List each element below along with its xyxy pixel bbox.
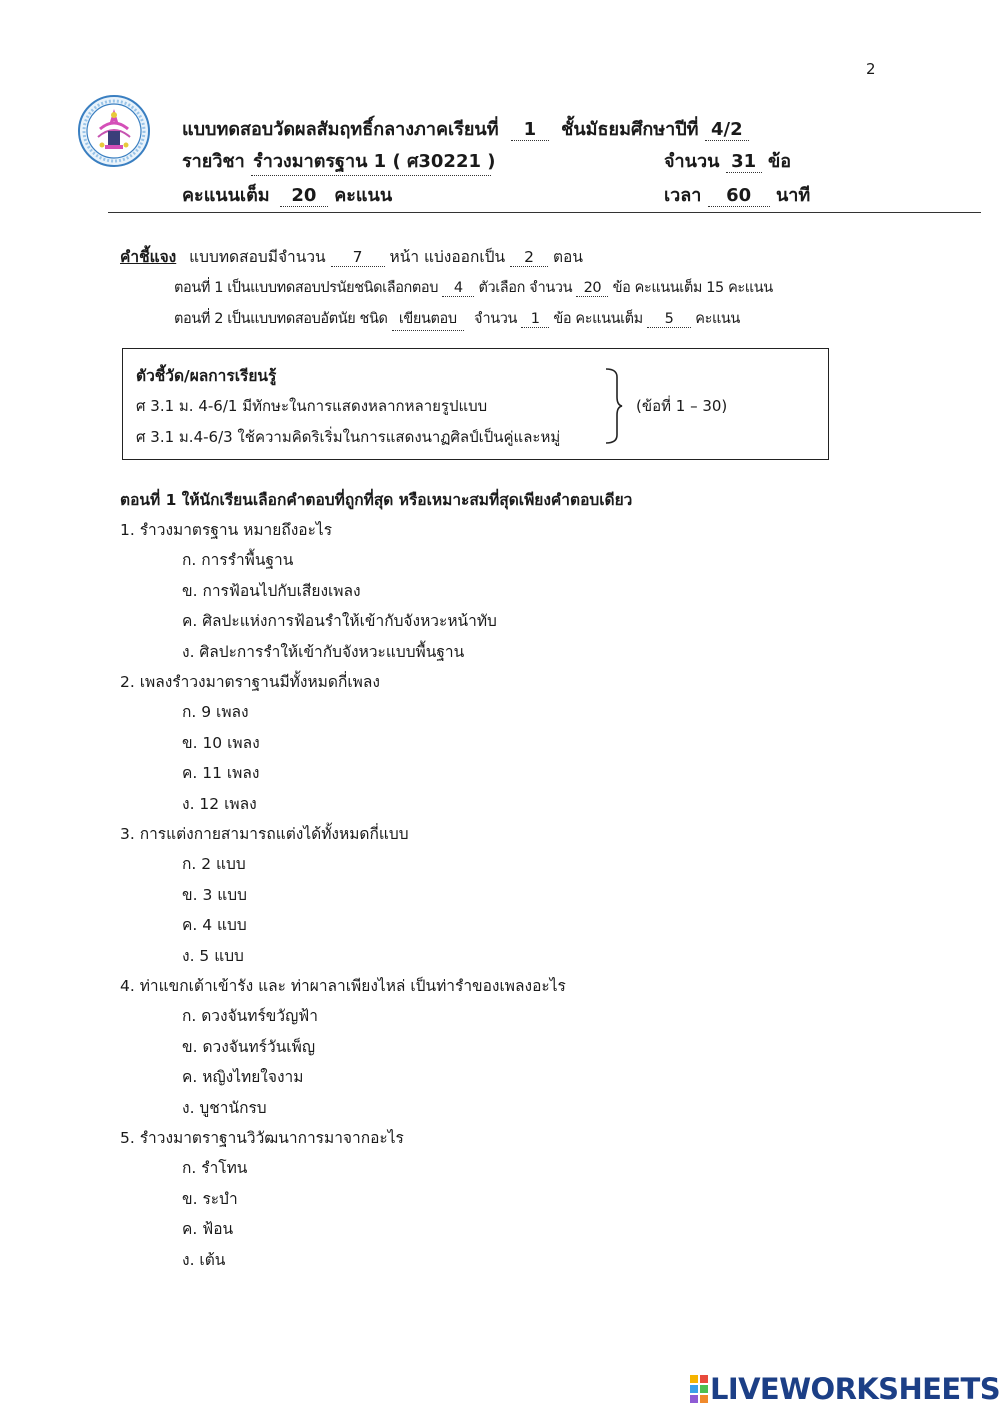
question-5-choice-4[interactable]: ง. เต้น xyxy=(182,1250,226,1269)
time-unit: นาที xyxy=(775,185,811,206)
indicator-item-1: ศ 3.1 ม. 4-6/1 มีทักษะในการแสดงหลากหลายรูปแบบ xyxy=(136,397,488,415)
question-3: 3. การแต่งกายสามารถแต่งได้ทั้งหมดกี่แบบ xyxy=(120,825,409,843)
question-3-choice-3[interactable]: ค. 4 แบบ xyxy=(182,916,247,935)
part-count: 2 xyxy=(510,248,548,267)
liveworksheets-logo xyxy=(690,1372,1000,1408)
time-value: 60 xyxy=(708,185,770,207)
exam-title: แบบทดสอบวัดผลสัมฤทธิ์กลางภาคเรียนที่ xyxy=(182,119,499,140)
instructions-part-2 xyxy=(174,307,740,331)
part1-text-b: ตัวเลือก จำนวน xyxy=(478,280,573,296)
score-unit: คะแนน xyxy=(334,185,393,206)
subject-value: รำวงมาตรฐาน 1 ( ศ30221 ) xyxy=(251,146,491,176)
instructions-text-b: หน้า แบ่งออกเป็น xyxy=(389,248,506,266)
score-label: คะแนนเต็ม xyxy=(182,185,270,206)
part2-text-d: คะแนน xyxy=(695,311,740,327)
question-5: 5. รำวงมาตราฐานวิวัฒนาการมาจากอะไร xyxy=(120,1129,404,1147)
instructions-line-1 xyxy=(120,244,583,269)
grade-value: 4/2 xyxy=(705,119,749,141)
question-5-choice-3[interactable]: ค. ฟ้อน xyxy=(182,1220,234,1239)
part1-text-c: ข้อ คะแนนเต็ม 15 คะแนน xyxy=(612,280,773,296)
question-2-choice-3[interactable]: ค. 11 เพลง xyxy=(182,764,260,783)
question-2: 2. เพลงรำวงมาตราฐานมีทั้งหมดกี่เพลง xyxy=(120,673,380,691)
header-line-3 xyxy=(182,180,392,209)
count-label: จำนวน xyxy=(664,151,720,172)
part2-count: 1 xyxy=(521,311,549,328)
question-4: 4. ท่าแขกเต้าเข้ารัง และ ท่าผาลาเพียงไหล่ เป็นท่ารำของเพลงอะไร xyxy=(120,977,566,995)
score-value: 20 xyxy=(280,185,328,207)
indicators-title: ตัวชี้วัด/ผลการเรียนรู้ xyxy=(136,367,277,385)
question-2-choice-4[interactable]: ง. 12 เพลง xyxy=(182,794,257,813)
question-4-choice-4[interactable]: ง. บูชานักรบ xyxy=(182,1098,267,1117)
question-1-choice-2[interactable]: ข. การฟ้อนไปกับเสียงเพลง xyxy=(182,581,361,600)
part2-text-b: จำนวน xyxy=(473,311,517,327)
count-unit: ข้อ xyxy=(767,151,792,172)
question-1-choice-4[interactable]: ง. ศิลปะการรำให้เข้ากับจังหวะแบบพื้นฐาน xyxy=(182,642,465,661)
instructions-text-a: แบบทดสอบมีจำนวน xyxy=(189,248,326,266)
question-4-choice-1[interactable]: ก. ดวงจันทร์ขวัญฟ้า xyxy=(182,1007,318,1026)
question-1: 1. รำวงมาตรฐาน หมายถึงอะไร xyxy=(120,521,333,539)
question-4-choice-2[interactable]: ข. ดวงจันทร์วันเพ็ญ xyxy=(182,1037,316,1056)
question-2-choice-2[interactable]: ข. 10 เพลง xyxy=(182,733,260,752)
question-4-choice-3[interactable]: ค. หญิงไทยใจงาม xyxy=(182,1068,304,1087)
header-divider xyxy=(108,212,981,213)
question-5-choice-1[interactable]: ก. รำโทน xyxy=(182,1159,248,1178)
question-3-choice-2[interactable]: ข. 3 แบบ xyxy=(182,885,247,904)
school-seal-logo xyxy=(78,95,150,167)
part1-text-a: ตอนที่ 1 เป็นแบบทดสอบปรนัยชนิดเลือกตอบ xyxy=(174,280,439,296)
question-2-choice-1[interactable]: ก. 9 เพลง xyxy=(182,703,249,722)
liveworksheets-icon xyxy=(690,1375,708,1405)
part2-type: เขียนตอบ xyxy=(392,307,464,331)
instructions-title: คำชี้แจง xyxy=(120,248,177,266)
curly-brace-icon xyxy=(605,367,623,445)
count-value: 31 xyxy=(726,151,762,173)
question-5-choice-2[interactable]: ข. ระบำ xyxy=(182,1189,238,1208)
header-line-2 xyxy=(182,146,496,176)
indicators-box xyxy=(122,348,829,460)
section-title: ตอนที่ 1 ให้นักเรียนเลือกคำตอบที่ถูกที่สุด หรือเหมาะสมที่สุดเพียงคำตอบเดียว xyxy=(120,491,633,509)
question-count xyxy=(664,146,791,175)
part2-text-a: ตอนที่ 2 เป็นแบบทดสอบอัตนัย ชนิด xyxy=(174,311,388,327)
indicator-item-2: ศ 3.1 ม.4-6/3 ใช้ความคิดริเริ่มในการแสดงนาฏศิลป์เป็นคู่และหมู่ xyxy=(136,428,561,446)
question-3-choice-1[interactable]: ก. 2 แบบ xyxy=(182,855,246,874)
page-count: 7 xyxy=(331,248,385,267)
grade-label: ชั้นมัธยมศึกษาปีที่ xyxy=(561,119,699,140)
time-label: เวลา xyxy=(664,185,702,206)
part1-choices: 4 xyxy=(442,280,474,297)
part2-score: 5 xyxy=(647,311,691,328)
liveworksheets-wordmark: LIVEWORKSHEETS xyxy=(710,1372,1000,1406)
instructions-text-c: ตอน xyxy=(552,248,583,266)
instructions-part-1 xyxy=(174,276,773,299)
page-number: 2 xyxy=(866,60,876,78)
header-line-1 xyxy=(182,114,749,143)
indicator-range: (ข้อที่ 1 – 30) xyxy=(636,397,728,415)
question-1-choice-3[interactable]: ค. ศิลปะแห่งการฟ้อนรำให้เข้ากับจังหวะหน้าทับ xyxy=(182,612,497,631)
subject-label: รายวิชา xyxy=(182,151,245,172)
question-3-choice-4[interactable]: ง. 5 แบบ xyxy=(182,946,244,965)
question-1-choice-1[interactable]: ก. การรำพื้นฐาน xyxy=(182,551,294,570)
time-limit xyxy=(664,180,810,209)
part2-text-c: ข้อ คะแนนเต็ม xyxy=(553,311,643,327)
term-number: 1 xyxy=(511,119,549,141)
part1-count: 20 xyxy=(576,280,608,297)
